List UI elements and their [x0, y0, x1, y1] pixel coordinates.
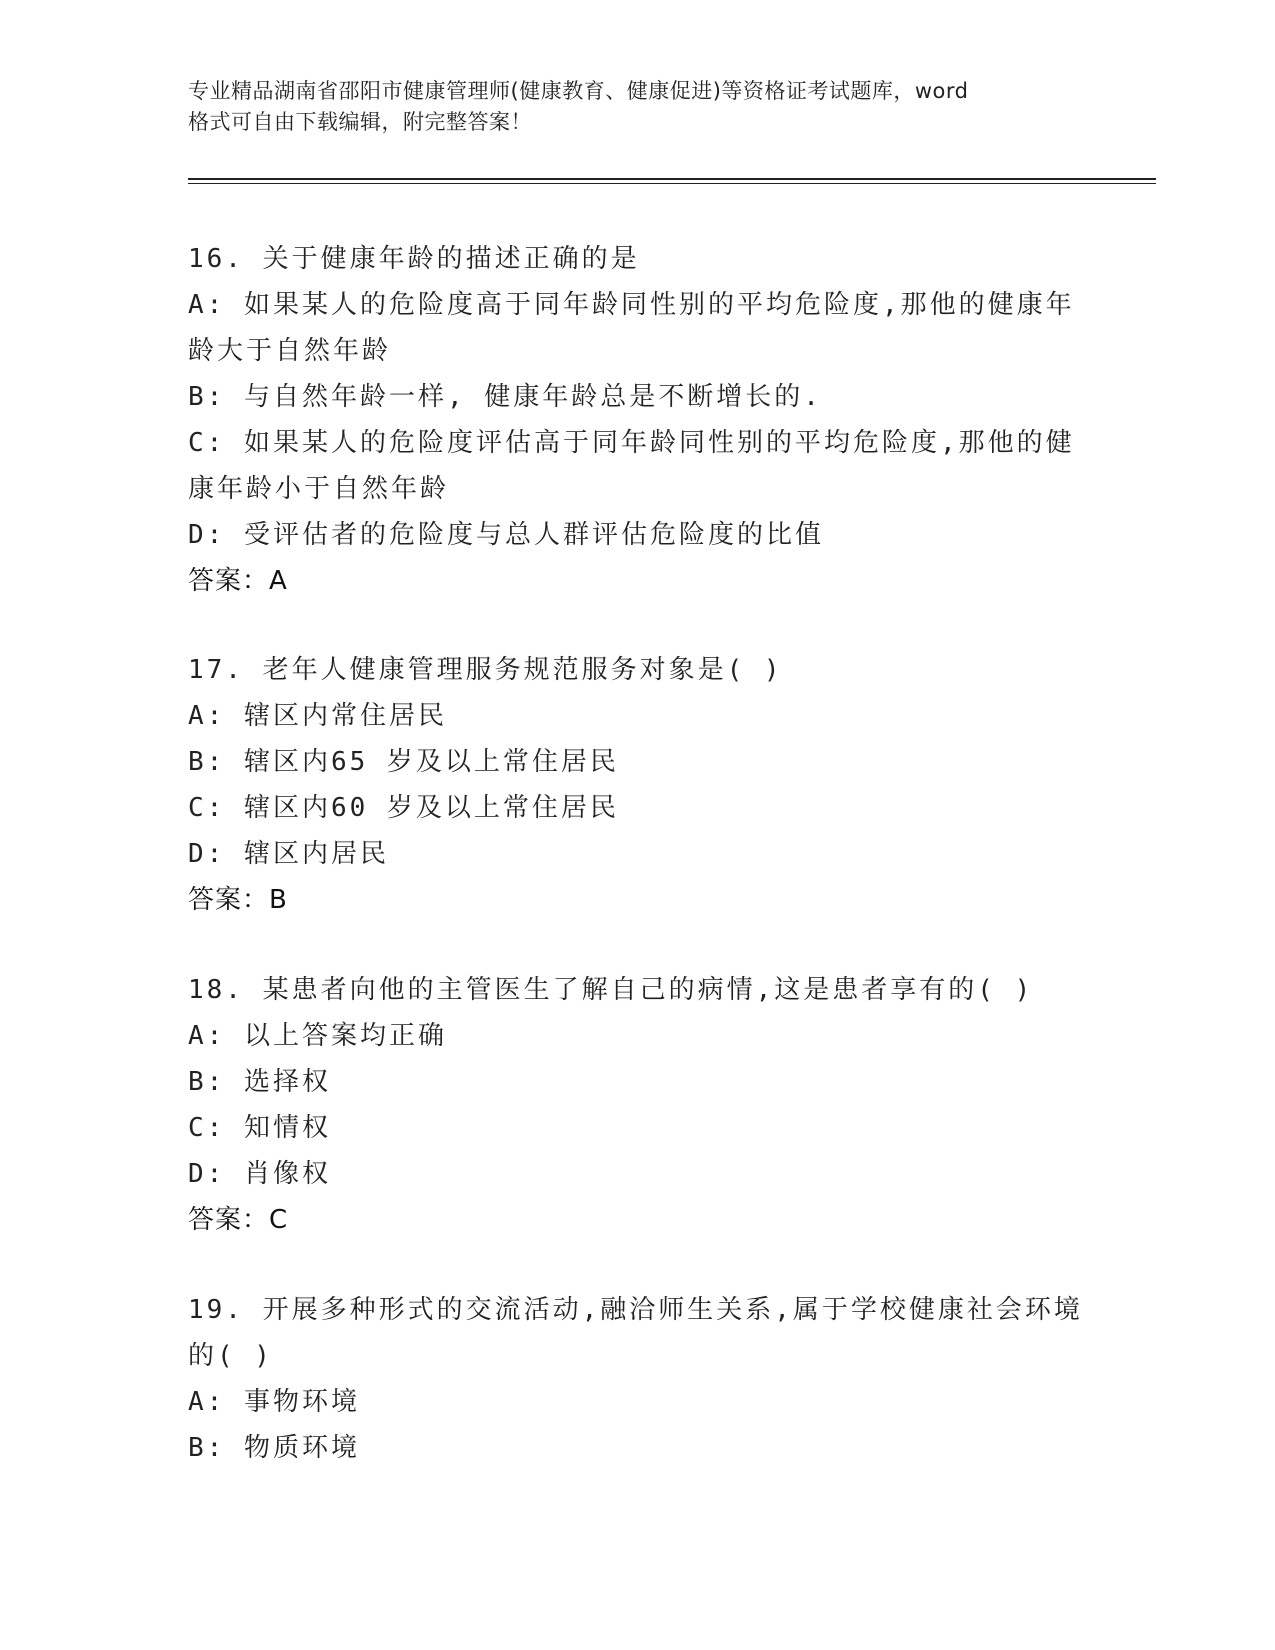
option-c-continued: 康年龄小于自然年龄 — [188, 474, 450, 504]
question-stem-continued: 的( ) — [188, 1341, 273, 1371]
option-a: A: 事物环境 — [188, 1387, 360, 1417]
option-b: B: 辖区内65 岁及以上常住居民 — [188, 747, 619, 777]
answer: 答案：C — [188, 1205, 289, 1235]
option-c: C: 如果某人的危险度评估高于同年龄同性别的平均危险度,那他的健 — [188, 428, 1075, 458]
option-a: A: 辖区内常住居民 — [188, 701, 447, 731]
question-17 — [188, 647, 1088, 923]
question-stem: 16. 关于健康年龄的描述正确的是 — [188, 244, 640, 274]
option-d: D: 辖区内居民 — [188, 839, 389, 869]
option-d: D: 肖像权 — [188, 1159, 331, 1189]
question-stem: 17. 老年人健康管理服务规范服务对象是( ) — [188, 655, 783, 685]
header-divider — [188, 178, 1156, 180]
answer: 答案：B — [188, 885, 288, 915]
option-c: C: 辖区内60 岁及以上常住居民 — [188, 793, 619, 823]
option-a: A: 如果某人的危险度高于同年龄同性别的平均危险度,那他的健康年 — [188, 290, 1075, 320]
question-18 — [188, 967, 1088, 1243]
option-c: C: 知情权 — [188, 1113, 331, 1143]
option-d: D: 受评估者的危险度与总人群评估危险度的比值 — [188, 520, 824, 550]
document-header — [188, 76, 1088, 138]
option-b: B: 与自然年龄一样, 健康年龄总是不断增长的. — [188, 382, 822, 412]
answer: 答案：A — [188, 566, 288, 596]
question-stem: 19. 开展多种形式的交流活动,融洽师生关系,属于学校健康社会环境 — [188, 1295, 1083, 1325]
header-line: 专业精品湖南省邵阳市健康管理师(健康教育、健康促进)等资格证考试题库，word — [188, 79, 969, 103]
question-19 — [188, 1287, 1088, 1471]
option-b: B: 选择权 — [188, 1067, 331, 1097]
header-line: 格式可自由下载编辑，附完整答案！ — [188, 110, 532, 134]
question-stem: 18. 某患者向他的主管医生了解自己的病情,这是患者享有的( ) — [188, 975, 1034, 1005]
option-a: A: 以上答案均正确 — [188, 1021, 447, 1051]
option-b: B: 物质环境 — [188, 1433, 360, 1463]
header-divider-thin — [188, 183, 1156, 184]
option-a-continued: 龄大于自然年龄 — [188, 336, 392, 366]
question-16 — [188, 236, 1088, 604]
